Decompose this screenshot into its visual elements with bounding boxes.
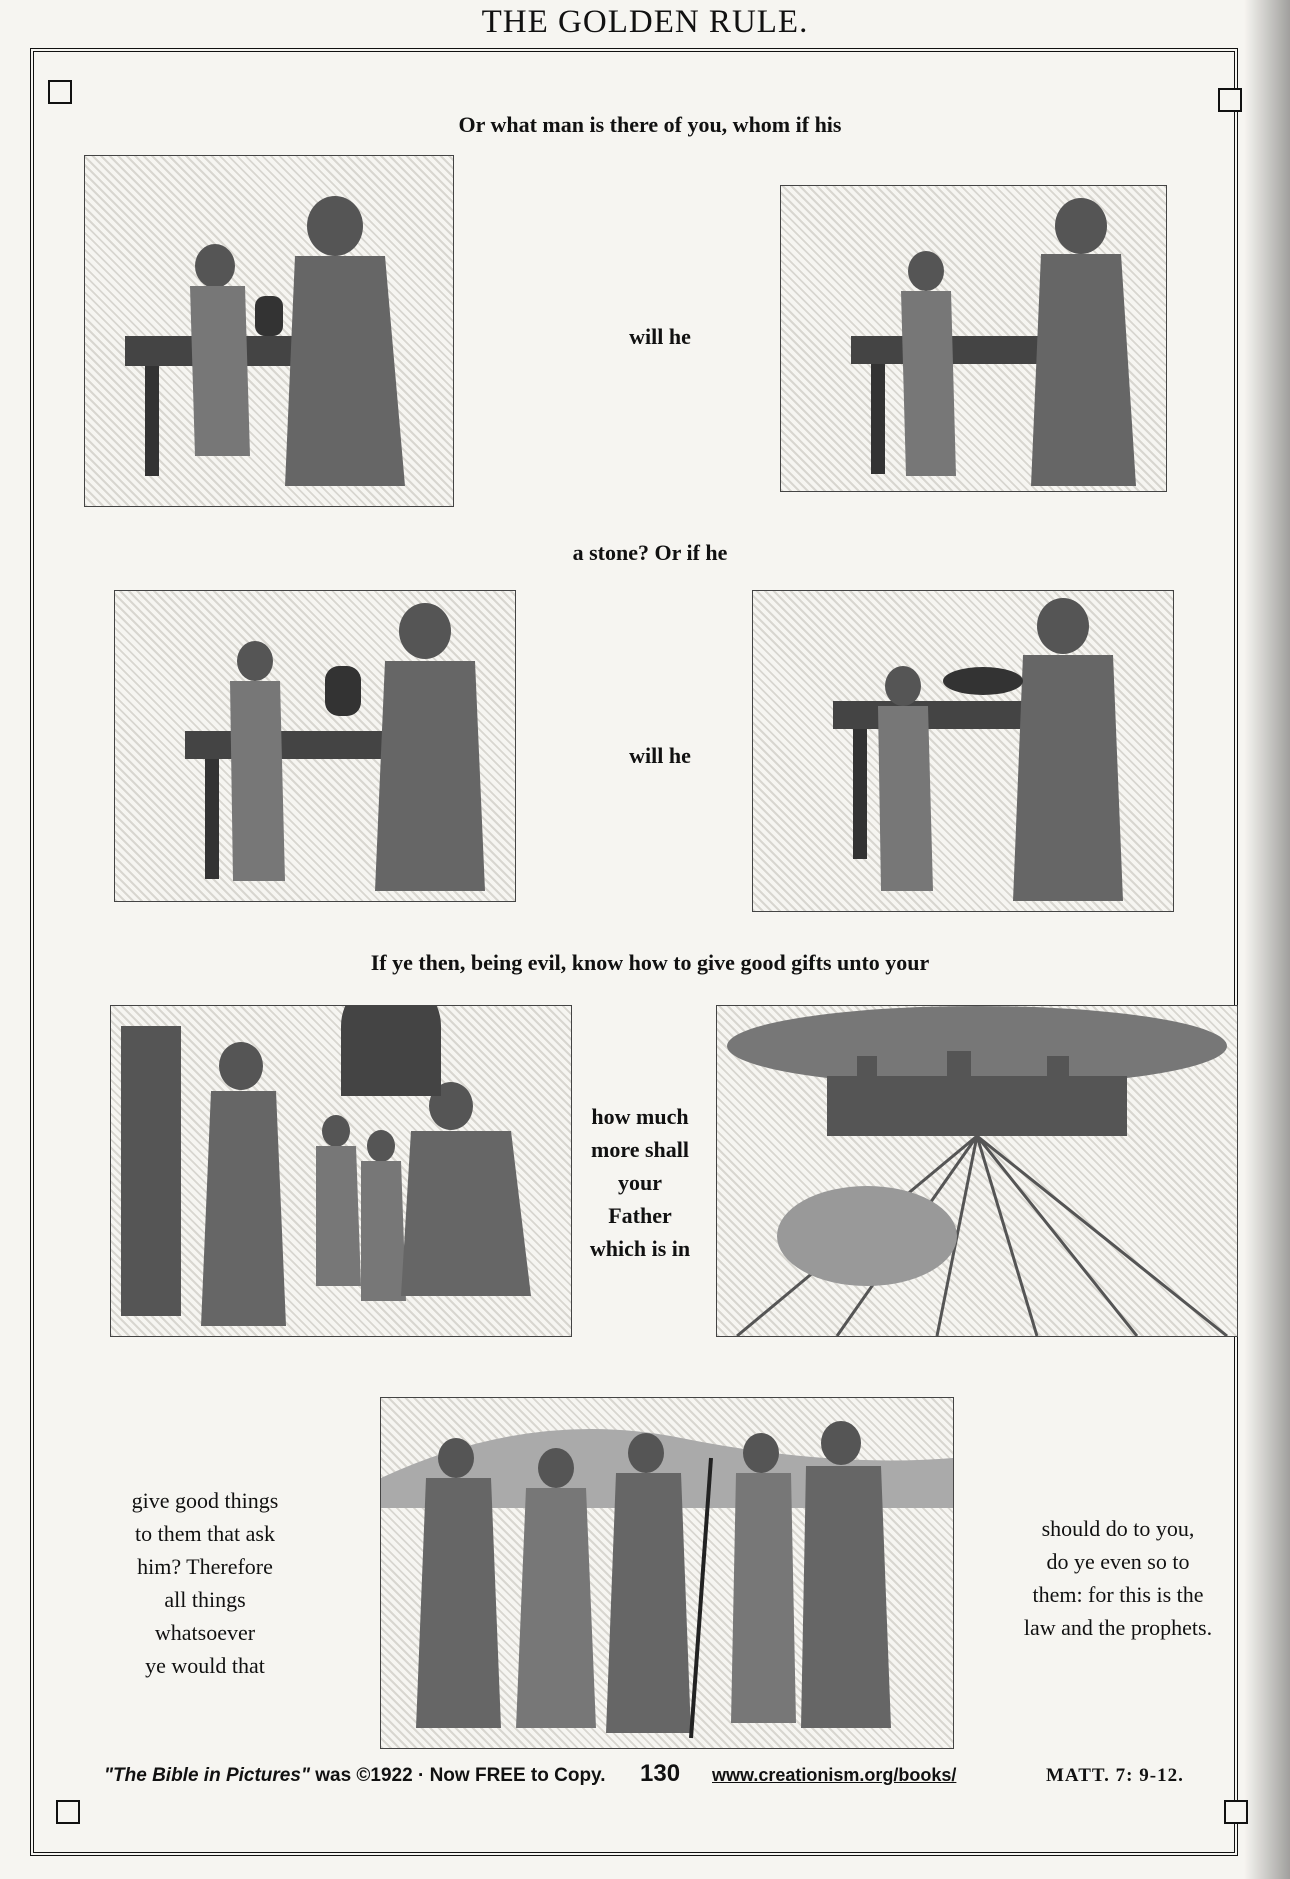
illustration-father-gifts-children: [110, 1005, 572, 1337]
book-spine-shadow: [1244, 0, 1290, 1879]
engraving-icon: [381, 1398, 953, 1748]
page-number: 130: [640, 1760, 681, 1787]
engraving-icon: [111, 1006, 571, 1336]
illustration-disciples: [380, 1397, 954, 1749]
frame-corner-top-right: [1218, 88, 1242, 112]
verse-block-right-line: do ye even so to: [1046, 1549, 1190, 1574]
verse-line-4: will he: [629, 743, 691, 768]
verse-block-right-line: them: for this is the: [1032, 1582, 1204, 1607]
verse-block-left-line: give good things: [131, 1488, 279, 1513]
verse-line-5: If ye then, being evil, know how to give good gifts unto your: [370, 950, 930, 975]
verse-block-middle-line: how much: [591, 1104, 689, 1129]
verse-block-left: [90, 1484, 320, 1682]
verse-block-left-line: all things: [164, 1587, 246, 1612]
footer-book-title: "The Bible in Pictures": [104, 1765, 310, 1786]
verse-line-3: a stone? Or if he: [572, 540, 728, 565]
engraving-icon: [781, 186, 1166, 491]
footer-copyright: [104, 1765, 606, 1787]
illustration-father-gives-fish: [752, 590, 1174, 912]
illustration-boy-asks-fish: [114, 590, 516, 902]
engraving-icon: [85, 156, 453, 506]
verse-block-left-line: to them that ask: [135, 1521, 275, 1546]
page-title: THE GOLDEN RULE.: [481, 4, 809, 40]
illustration-heavenly-city: [716, 1005, 1238, 1337]
illustration-boy-asks-bread: [84, 155, 454, 507]
footer-copyright-text: was ©1922 · Now FREE to Copy.: [309, 1765, 606, 1786]
frame-corner-bottom-left: [56, 1800, 80, 1824]
verse-block-right: [988, 1512, 1248, 1644]
verse-line-1: Or what man is there of you, whom if his: [458, 112, 842, 137]
verse-line-2: will he: [629, 324, 691, 349]
verse-block-left-line: him? Therefore: [137, 1554, 273, 1579]
scripture-reference: MATT. 7: 9-12.: [1046, 1765, 1184, 1786]
verse-block-right-line: law and the prophets.: [1023, 1615, 1213, 1640]
verse-block-left-line: ye would that: [145, 1653, 265, 1678]
engraving-icon: [115, 591, 515, 901]
verse-block-middle-line: which is in: [589, 1236, 691, 1261]
engraving-icon: [717, 1006, 1237, 1336]
engraving-icon: [753, 591, 1173, 911]
verse-block-middle: [570, 1100, 710, 1265]
verse-block-middle-line: more shall: [591, 1137, 689, 1162]
footer-link[interactable]: www.creationism.org/books/: [712, 1765, 957, 1785]
verse-block-left-line: whatsoever: [154, 1620, 256, 1645]
verse-block-middle-line: your: [618, 1170, 662, 1195]
verse-block-middle-line: Father: [608, 1203, 672, 1228]
verse-block-right-line: should do to you,: [1041, 1516, 1195, 1541]
illustration-father-gives-bread: [780, 185, 1167, 492]
frame-corner-top-left: [48, 80, 72, 104]
